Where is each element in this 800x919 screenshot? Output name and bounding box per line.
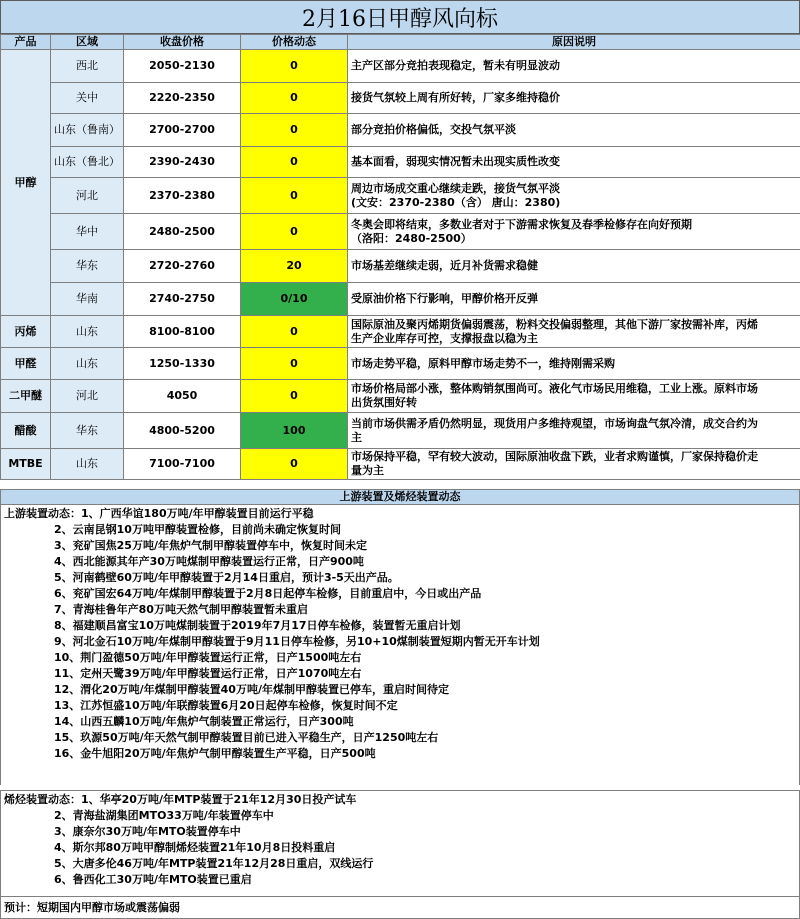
table-row (1, 250, 800, 283)
upstream-item: 16、金牛旭阳20万吨/年焦炉气制甲醇装置生产平稳，日产500吨 (54, 747, 376, 760)
table-row (1, 413, 800, 449)
reason-line: 主 (351, 430, 362, 444)
table-row (1, 316, 800, 348)
upstream-item: 上游装置动态：1、广西华谊180万吨/年甲醇装置目前运行平稳 (4, 507, 314, 520)
product-name: 丙烯 (1, 316, 51, 348)
region-cell: 河北 (51, 380, 124, 413)
product-name: 二甲醚 (1, 380, 51, 413)
reason-line: 市场基差继续走弱，近月补货需求稳健 (351, 259, 538, 272)
reason-line: 市场走势平稳，原料甲醇市场走势不一，维持刚需采购 (351, 356, 615, 370)
reason-cell (348, 83, 800, 114)
reason-line: 冬奥会即将结束，多数业者对于下游需求恢复及春季检修存在向好预期 (351, 217, 692, 231)
reason-cell (348, 250, 800, 283)
table-row (1, 114, 800, 147)
header-product: 产品 (1, 35, 51, 50)
upstream-item: 8、福建顺昌富宝10万吨煤制装置于2019年7月17日停车检修，装置暂无重启计划 (54, 619, 461, 632)
reason-cell (348, 178, 800, 214)
upstream-item: 14、山西五麟10万吨/年焦炉气制装置正常运行，日产300吨 (54, 715, 354, 728)
price-cell: 7100-7100 (124, 449, 241, 480)
reason-line: 周边市场成交重心继续走跌，接货气氛平淡 (351, 181, 560, 195)
upstream-item: 15、玖源50万吨/年天然气制甲醇装置目前已进入平稳生产，日产1250吨左右 (54, 731, 439, 744)
reason-cell (348, 413, 800, 449)
upstream-item: 4、西北能源其年产30万吨煤制甲醇装置运行正常，日产900吨 (54, 555, 364, 568)
olefin-item: 2、青海盐湖集团MTO33万吨/年装置停车中 (54, 809, 274, 822)
price-dynamic-cell: 0 (241, 147, 348, 178)
forecast: 预计：短期国内甲醇市场或震荡偏弱 (0, 896, 800, 919)
reason-cell (348, 147, 800, 178)
upstream-item: 12、渭化20万吨/年煤制甲醇装置40万吨/年煤制甲醇装置已停车，重启时间待定 (54, 683, 449, 696)
page-title: 2月16日甲醇风向标 (0, 0, 800, 34)
table-row (1, 380, 800, 413)
reason-line: 市场保持平稳，罕有较大波动，国际原油收盘下跌，业者求购谨慎，厂家保持稳价走 (351, 450, 758, 463)
price-cell: 2720-2760 (124, 250, 241, 283)
upstream-item: 10、荆门盈德50万吨/年甲醇装置运行正常，日产1500吨左右 (54, 651, 362, 664)
price-cell: 2050-2130 (124, 50, 241, 83)
product-name: 醋酸 (1, 413, 51, 449)
upstream-item: 3、兖矿国焦25万吨/年焦炉气制甲醇装置停车中，恢复时间未定 (54, 539, 367, 552)
price-dynamic-cell: 0 (241, 380, 348, 413)
table-row (1, 147, 800, 178)
upstream-status (0, 505, 800, 785)
reason-line: 市场价格局部小涨，整体购销氛围尚可。液化气市场民用维稳，工业上涨。原料市场 (351, 382, 758, 395)
region-cell: 西北 (51, 50, 124, 83)
table-row (1, 178, 800, 214)
olefin-item: 4、斯尔邦80万吨甲醇制烯烃装置21年10月8日投料重启 (54, 841, 336, 854)
region-cell: 山东（鲁北） (51, 147, 124, 178)
reason-line: 部分竞拍价格偏低，交投气氛平淡 (351, 123, 516, 136)
price-cell: 4800-5200 (124, 413, 241, 449)
price-dynamic-cell: 0/10 (241, 283, 348, 316)
price-dynamic-cell: 0 (241, 449, 348, 480)
region-cell: 山东 (51, 348, 124, 380)
price-dynamic-cell: 0 (241, 316, 348, 348)
region-cell: 华东 (51, 413, 124, 449)
reason-cell (348, 380, 800, 413)
header-region: 区域 (51, 35, 124, 50)
reason-line: 接货气氛较上周有所好转，厂家多维持稳价 (351, 91, 560, 104)
reason-cell (348, 348, 800, 380)
table-row (1, 214, 800, 250)
upstream-item: 11、定州天鹭39万吨/年甲醇装置运行正常，日产1070吨左右 (54, 667, 362, 680)
price-cell: 2220-2350 (124, 83, 241, 114)
price-cell: 2700-2700 (124, 114, 241, 147)
price-dynamic-cell: 0 (241, 178, 348, 214)
price-dynamic-cell: 0 (241, 348, 348, 380)
price-dynamic-cell: 0 (241, 214, 348, 250)
header-price: 收盘价格 (124, 35, 241, 50)
region-cell: 华南 (51, 283, 124, 316)
reason-line: 生产企业库存可控，支撑报盘以稳为主 (351, 331, 538, 345)
olefin-item: 5、大唐多伦46万吨/年MTP装置21年12月28日重启，双线运行 (54, 857, 374, 870)
table-row (1, 50, 800, 83)
product-name: 甲醛 (1, 348, 51, 380)
table-header-row (1, 35, 800, 50)
price-cell: 1250-1330 (124, 348, 241, 380)
price-dynamic-cell: 0 (241, 83, 348, 114)
reason-line: 基本面看，弱现实情况暂未出现实质性改变 (351, 155, 560, 168)
region-cell: 山东（鲁南） (51, 114, 124, 147)
reason-cell (348, 114, 800, 147)
region-cell: 华东 (51, 250, 124, 283)
region-cell: 山东 (51, 316, 124, 348)
table-row (1, 348, 800, 380)
reason-line: (文安：2370-2380（含） 唐山：2380) (351, 195, 561, 209)
price-dynamic-cell: 0 (241, 50, 348, 83)
upstream-item: 2、云南昆钢10万吨甲醇装置检修，目前尚未确定恢复时间 (54, 523, 341, 536)
reason-line: 当前市场供需矛盾仍然明显，现货用户多维持观望，市场询盘气氛冷清，成交合约为 (351, 416, 758, 430)
olefin-item: 烯烃装置动态：1、华亭20万吨/年MTP装置于21年12月30日投产试车 (4, 793, 357, 806)
reason-cell (348, 316, 800, 348)
table-row (1, 283, 800, 316)
price-cell: 4050 (124, 380, 241, 413)
price-table (0, 34, 800, 480)
price-dynamic-cell: 100 (241, 413, 348, 449)
price-dynamic-cell: 0 (241, 114, 348, 147)
upstream-item: 6、兖矿国宏64万吨/年煤制甲醇装置于2月8日起停车检修，目前重启中，今日或出产品 (54, 587, 482, 600)
region-cell: 华中 (51, 214, 124, 250)
product-name: 甲醇 (1, 50, 51, 316)
product-name: MTBE (1, 449, 51, 480)
reason-cell (348, 283, 800, 316)
region-cell: 关中 (51, 83, 124, 114)
header-dynamic: 价格动态 (241, 35, 348, 50)
upstream-item: 5、河南鹤壁60万吨/年甲醇装置于2月14日重启，预计3-5天出产品。 (54, 571, 399, 584)
olefin-item: 6、鲁西化工30万吨/年MTO装置已重启 (54, 873, 252, 886)
reason-line: 国际原油及聚丙烯期货偏弱震荡，粉料交投偏弱整理，其他下游厂家按需补库，丙烯 (351, 317, 758, 331)
reason-line: 受原油价格下行影响，甲醇价格开反弹 (351, 292, 538, 305)
reason-line: （洛阳：2480-2500） (351, 231, 472, 245)
reason-cell (348, 449, 800, 480)
upstream-item: 13、江苏恒盛10万吨/年联醇装置6月20日起停车检修，恢复时间不定 (54, 699, 398, 712)
table-row (1, 449, 800, 480)
price-cell: 2370-2380 (124, 178, 241, 214)
reason-line: 出货氛围好转 (351, 396, 417, 409)
table-row (1, 83, 800, 114)
price-cell: 2390-2430 (124, 147, 241, 178)
olefin-status (0, 790, 800, 896)
price-cell: 2480-2500 (124, 214, 241, 250)
reason-cell (348, 50, 800, 83)
section-title: 上游装置及烯烃装置动态 (0, 489, 800, 505)
upstream-item: 7、青海桂鲁年产80万吨天然气制甲醇装置暂未重启 (54, 603, 308, 616)
price-cell: 8100-8100 (124, 316, 241, 348)
price-dynamic-cell: 20 (241, 250, 348, 283)
reason-line: 主产区部分竞拍表现稳定，暂未有明显波动 (351, 59, 560, 72)
price-cell: 2740-2750 (124, 283, 241, 316)
region-cell: 山东 (51, 449, 124, 480)
reason-line: 量为主 (351, 464, 384, 477)
olefin-item: 3、康奈尔30万吨/年MTO装置停车中 (54, 825, 241, 838)
reason-cell (348, 214, 800, 250)
header-reason: 原因说明 (348, 35, 800, 50)
upstream-item: 9、河北金石10万吨/年煤制甲醇装置于9月11日停车检修，另10+10煤制装置短期内暂无开车计划 (54, 635, 540, 648)
region-cell: 河北 (51, 178, 124, 214)
